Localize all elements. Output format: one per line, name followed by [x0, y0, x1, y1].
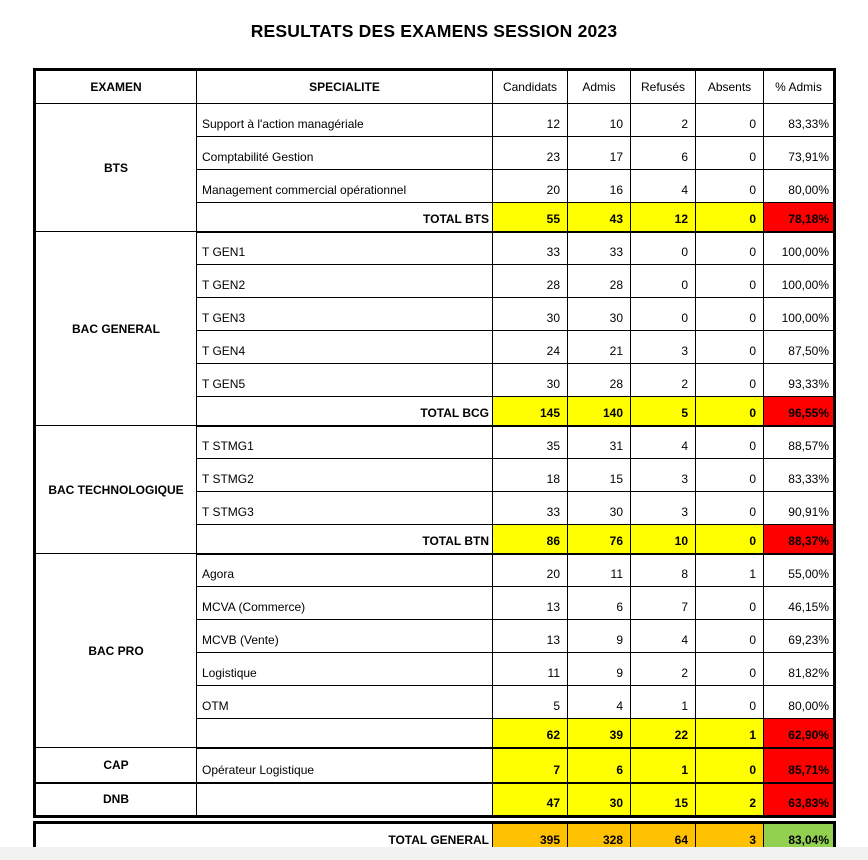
pct-admis-cell: 87,50% [764, 331, 835, 364]
pct-admis-cell: 55,00% [764, 554, 835, 587]
admis-cell: 33 [568, 232, 631, 265]
col-header-absents: Absents [696, 70, 764, 104]
absents-cell: 0 [696, 265, 764, 298]
pct-admis-cell: 93,33% [764, 364, 835, 397]
total-absents-cell: 0 [696, 397, 764, 426]
total-candidats-cell: 62 [493, 719, 568, 748]
specialite-cell [197, 783, 493, 817]
refuses-cell: 3 [631, 459, 696, 492]
specialite-cell: Support à l'action managériale [197, 104, 493, 137]
absents-cell: 0 [696, 232, 764, 265]
absents-cell: 0 [696, 170, 764, 203]
candidats-cell: 33 [493, 232, 568, 265]
total-refuses-cell: 10 [631, 525, 696, 554]
table-row [35, 104, 835, 137]
admis-cell: 28 [568, 364, 631, 397]
pct-admis-cell: 69,23% [764, 620, 835, 653]
total-candidats-cell: 145 [493, 397, 568, 426]
specialite-cell: T GEN2 [197, 265, 493, 298]
refuses-cell: 3 [631, 331, 696, 364]
total-candidats-cell: 7 [493, 748, 568, 783]
col-header-candidats: Candidats [493, 70, 568, 104]
row-cap [35, 748, 835, 783]
candidats-cell: 5 [493, 686, 568, 719]
pct-admis-cell: 83,33% [764, 104, 835, 137]
admis-cell: 11 [568, 554, 631, 587]
admis-cell: 9 [568, 620, 631, 653]
pct-admis-cell: 100,00% [764, 298, 835, 331]
candidats-cell: 23 [493, 137, 568, 170]
admis-cell: 6 [568, 587, 631, 620]
pct-admis-cell: 80,00% [764, 686, 835, 719]
total-candidats-cell: 86 [493, 525, 568, 554]
candidats-cell: 30 [493, 364, 568, 397]
admis-cell: 16 [568, 170, 631, 203]
admis-cell: 28 [568, 265, 631, 298]
pct-admis-cell: 83,33% [764, 459, 835, 492]
absents-cell: 0 [696, 492, 764, 525]
refuses-cell: 0 [631, 232, 696, 265]
exam-group-bac-pro: BAC PRO [35, 554, 197, 748]
refuses-cell: 0 [631, 265, 696, 298]
refuses-cell: 8 [631, 554, 696, 587]
absents-cell: 0 [696, 620, 764, 653]
total-candidats-cell: 47 [493, 783, 568, 817]
candidats-cell: 11 [493, 653, 568, 686]
total-absents-cell: 0 [696, 748, 764, 783]
refuses-cell: 6 [631, 137, 696, 170]
exam-group-dnb: DNB [35, 783, 197, 817]
candidats-cell: 20 [493, 170, 568, 203]
total-label: TOTAL BTN [197, 525, 493, 554]
specialite-cell: T GEN3 [197, 298, 493, 331]
absents-cell: 0 [696, 587, 764, 620]
candidats-cell: 18 [493, 459, 568, 492]
grand-total-admis-cell: 328 [568, 823, 631, 854]
candidats-cell: 13 [493, 587, 568, 620]
refuses-cell: 4 [631, 620, 696, 653]
col-header-pct-admis: % Admis [764, 70, 835, 104]
absents-cell: 0 [696, 426, 764, 459]
pct-admis-cell: 90,91% [764, 492, 835, 525]
results-table-wrap [33, 68, 833, 855]
candidats-cell: 24 [493, 331, 568, 364]
exam-group-bts: BTS [35, 104, 197, 232]
total-admis-cell: 140 [568, 397, 631, 426]
exam-group-bac-general: BAC GENERAL [35, 232, 197, 426]
grand-total-refuses-cell: 64 [631, 823, 696, 854]
refuses-cell: 4 [631, 426, 696, 459]
exam-group-bac-technologique: BAC TECHNOLOGIQUE [35, 426, 197, 554]
pct-admis-cell: 73,91% [764, 137, 835, 170]
absents-cell: 0 [696, 459, 764, 492]
footer-strip [0, 847, 868, 860]
admis-cell: 17 [568, 137, 631, 170]
table-row [35, 554, 835, 587]
refuses-cell: 2 [631, 104, 696, 137]
candidats-cell: 30 [493, 298, 568, 331]
total-pct-cell: 78,18% [764, 203, 835, 232]
total-admis-cell: 39 [568, 719, 631, 748]
grand-total-candidats-cell: 395 [493, 823, 568, 854]
admis-cell: 4 [568, 686, 631, 719]
candidats-cell: 12 [493, 104, 568, 137]
total-refuses-cell: 1 [631, 748, 696, 783]
absents-cell: 0 [696, 331, 764, 364]
table-row [35, 232, 835, 265]
admis-cell: 15 [568, 459, 631, 492]
refuses-cell: 0 [631, 298, 696, 331]
total-label: TOTAL BCG [197, 397, 493, 426]
specialite-cell: Agora [197, 554, 493, 587]
grand-total-absents-cell: 3 [696, 823, 764, 854]
absents-cell: 1 [696, 554, 764, 587]
refuses-cell: 2 [631, 653, 696, 686]
admis-cell: 21 [568, 331, 631, 364]
specialite-cell: T GEN4 [197, 331, 493, 364]
table-row [35, 426, 835, 459]
candidats-cell: 33 [493, 492, 568, 525]
specialite-cell: T GEN5 [197, 364, 493, 397]
total-admis-cell: 43 [568, 203, 631, 232]
candidats-cell: 20 [493, 554, 568, 587]
pct-admis-cell: 100,00% [764, 232, 835, 265]
absents-cell: 0 [696, 104, 764, 137]
admis-cell: 30 [568, 492, 631, 525]
refuses-cell: 1 [631, 686, 696, 719]
specialite-cell: T GEN1 [197, 232, 493, 265]
total-pct-cell: 62,90% [764, 719, 835, 748]
absents-cell: 0 [696, 137, 764, 170]
total-pct-cell: 63,83% [764, 783, 835, 817]
refuses-cell: 4 [631, 170, 696, 203]
total-absents-cell: 0 [696, 203, 764, 232]
total-refuses-cell: 12 [631, 203, 696, 232]
total-admis-cell: 76 [568, 525, 631, 554]
exam-group-cap: CAP [35, 748, 197, 783]
total-pct-cell: 88,37% [764, 525, 835, 554]
header-row [35, 70, 835, 104]
total-absents-cell: 2 [696, 783, 764, 817]
specialite-cell: T STMG2 [197, 459, 493, 492]
total-refuses-cell: 5 [631, 397, 696, 426]
admis-cell: 9 [568, 653, 631, 686]
col-header-refuses: Refusés [631, 70, 696, 104]
total-absents-cell: 0 [696, 525, 764, 554]
results-table [33, 68, 836, 818]
refuses-cell: 3 [631, 492, 696, 525]
candidats-cell: 13 [493, 620, 568, 653]
specialite-cell: T STMG1 [197, 426, 493, 459]
absents-cell: 0 [696, 686, 764, 719]
grand-total-pct-cell: 83,04% [764, 823, 835, 854]
grand-total-label: TOTAL GENERAL [35, 823, 493, 854]
specialite-cell: Logistique [197, 653, 493, 686]
refuses-cell: 7 [631, 587, 696, 620]
absents-cell: 0 [696, 653, 764, 686]
col-header-specialite: SPECIALITE [197, 70, 493, 104]
candidats-cell: 28 [493, 265, 568, 298]
absents-cell: 0 [696, 298, 764, 331]
specialite-cell: Comptabilité Gestion [197, 137, 493, 170]
specialite-cell: Management commercial opérationnel [197, 170, 493, 203]
page-title: RESULTATS DES EXAMENS SESSION 2023 [250, 21, 618, 41]
candidats-cell: 35 [493, 426, 568, 459]
admis-cell: 30 [568, 298, 631, 331]
total-candidats-cell: 55 [493, 203, 568, 232]
total-admis-cell: 30 [568, 783, 631, 817]
specialite-cell: OTM [197, 686, 493, 719]
total-pct-cell: 96,55% [764, 397, 835, 426]
total-refuses-cell: 15 [631, 783, 696, 817]
admis-cell: 31 [568, 426, 631, 459]
pct-admis-cell: 100,00% [764, 265, 835, 298]
pct-admis-cell: 46,15% [764, 587, 835, 620]
absents-cell: 0 [696, 364, 764, 397]
row-dnb [35, 783, 835, 817]
admis-cell: 10 [568, 104, 631, 137]
specialite-cell: MCVA (Commerce) [197, 587, 493, 620]
total-refuses-cell: 22 [631, 719, 696, 748]
total-label: TOTAL BTS [197, 203, 493, 232]
total-label [197, 719, 493, 748]
col-header-admis: Admis [568, 70, 631, 104]
total-absents-cell: 1 [696, 719, 764, 748]
total-pct-cell: 85,71% [764, 748, 835, 783]
col-header-examen: EXAMEN [35, 70, 197, 104]
refuses-cell: 2 [631, 364, 696, 397]
specialite-cell: T STMG3 [197, 492, 493, 525]
pct-admis-cell: 81,82% [764, 653, 835, 686]
total-admis-cell: 6 [568, 748, 631, 783]
pct-admis-cell: 88,57% [764, 426, 835, 459]
specialite-cell: Opérateur Logistique [197, 748, 493, 783]
specialite-cell: MCVB (Vente) [197, 620, 493, 653]
pct-admis-cell: 80,00% [764, 170, 835, 203]
